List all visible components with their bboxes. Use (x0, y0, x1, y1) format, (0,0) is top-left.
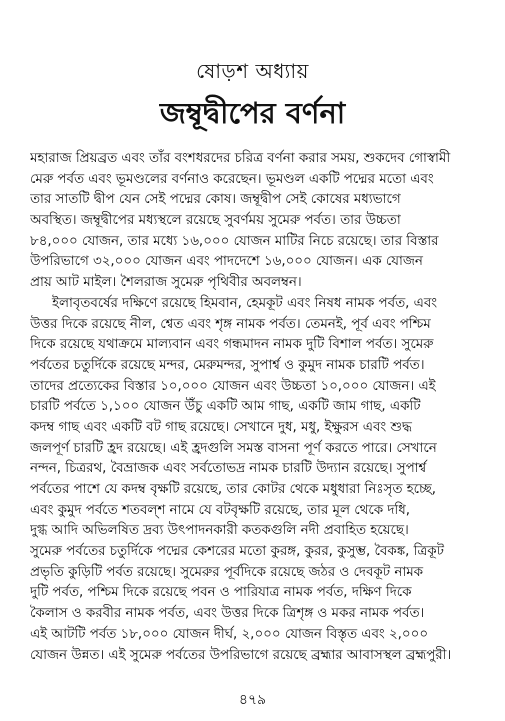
text-line: ইলাবৃতবর্ষের দক্ষিণে রয়েছে হিমবান, হেমকূট এবং নিষধ নামক পর্বত, এবং (52, 295, 438, 311)
text-line: উত্তর দিকে রয়েছে নীল, শ্বেত এবং শৃঙ্গ নামক পর্বত। তেমনই, পূর্ব এবং পশ্চিম (30, 316, 431, 332)
page-number: ৪৭৯ (238, 692, 267, 708)
text-line: উপরিভাগে ৩২,০০০ যোজন এবং পাদদেশে ১৬,০০০ যোজন। এক যোজন (30, 254, 423, 270)
text-line: পর্বতের পাশে যে কদম্ব বৃক্ষটি রয়েছে, তার কোটর থেকে মধুধারা নিঃসৃত হচ্ছে, (30, 482, 436, 497)
text-line: তার সাতটি দ্বীপ যেন সেই পদ্মের কোষ। জম্বূদ্বীপ সেই কোষের মধ্যভাগে (30, 192, 401, 208)
body-text (30, 149, 482, 666)
chapter-heading: ষোড়শ অধ্যায় (196, 59, 309, 83)
text-line: নন্দন, চিত্ররথ, বৈভ্রাজক এবং সর্বতোভদ্র নামক চারটি উদ্যান রয়েছে। সুপার্শ্ব (30, 461, 427, 477)
text-line: এই আটটি পর্বত ১৮,০০০ যোজন দীর্ঘ, ২,০০০ যোজন বিস্তৃত এবং ২,০০০ (30, 626, 429, 642)
text-line: এবং কুমুদ পর্বতে শতবল্শ নামে যে বটবৃক্ষটি রয়েছে, তার মূল থেকে দধি, (30, 502, 410, 518)
text-line: মেরু পর্বত এবং ভূমণ্ডলের বর্ণনাও করেছেন। ভূমণ্ডল একটি পদ্মের মতো এবং (30, 171, 434, 187)
text-line: প্রভৃতি কুড়িটি পর্বত রয়েছে। সুমেরুর পূর্বদিকে রয়েছে জঠর ও দেবকূট নামক (30, 564, 424, 580)
text-line: তাদের প্রত্যেকের বিস্তার ১০,০০০ যোজন এবং উচ্চতা ১০,০০০ যোজন। এই (30, 378, 436, 394)
text-line: দিকে রয়েছে যথাক্রমে মাল্যবান এবং গন্ধমাদন নামক দুটি বিশাল পর্বত। সুমেরু (30, 337, 434, 353)
text-line: দুটি পর্বত, পশ্চিম দিকে রয়েছে পবন ও পারিযাত্র নামক পর্বত, দক্ষিণ দিকে (30, 585, 412, 601)
text-line: যোজন উন্নত। এই সুমেরু পর্বতের উপরিভাগে রয়েছে ব্রহ্মার আবাসস্থল ব্রহ্মপুরী। (30, 647, 452, 663)
text-line: চারটি পর্বতে ১,১০০ যোজন উঁচু একটি আম গাছ, একটি জাম গাছ, একটি (30, 399, 421, 415)
text-line: পর্বতের চতুর্দিকে রয়েছে মন্দর, মেরুমন্দর, সুপার্শ্ব ও কুমুদ নামক চারটি পর্বত। (30, 357, 425, 373)
text-line: জলপূর্ণ চারটি হ্রদ রয়েছে। এই হ্রদগুলি সমস্ত বাসনা পূর্ণ করতে পারে। সেখানে (30, 440, 437, 456)
text-line: ৮৪,০০০ যোজন, তার মধ্যে ১৬,০০০ যোজন মাটির নিচে রয়েছে। তার বিস্তার (30, 233, 439, 249)
page-title: জম্বূদ্বীপের বর্ণনা (159, 96, 346, 130)
text-line: দুগ্ধ আদি অভিলষিত দ্রব্য উৎপাদনকারী কতকগুলি নদী প্রবাহিত হয়েছে। (30, 523, 409, 539)
text-line: সুমেরু পর্বতের চতুর্দিকে পদ্মের কেশরের মতো কুরঙ্গ, কুরর, কুসুম্ভ, বৈকঙ্ক, ত্রিকূট (30, 544, 444, 560)
text-line: কদম্ব গাছ এবং একটি বট গাছ রয়েছে। সেখানে দুধ, মধু, ইক্ষুরস এবং শুদ্ধ (30, 419, 412, 435)
text-line: মহারাজ প্রিয়ব্রত এবং তাঁর বংশধরদের চরিত্র বর্ণনা করার সময়, শুকদেব গোস্বামী (30, 151, 451, 166)
text-line: প্রায় আট মাইল। শৈলরাজ সুমেরু পৃথিবীর অবলম্বন। (30, 275, 302, 291)
text-line: কৈলাস ও করবীর নামক পর্বত, এবং উত্তর দিকে ত্রিশৃঙ্গ ও মকর নামক পর্বত। (30, 606, 425, 622)
text-line: অবস্থিত। জম্বূদ্বীপের মধ্যস্থলে রয়েছে সুবর্ণময় সুমেরু পর্বত। তার উচ্চতা (30, 213, 401, 229)
